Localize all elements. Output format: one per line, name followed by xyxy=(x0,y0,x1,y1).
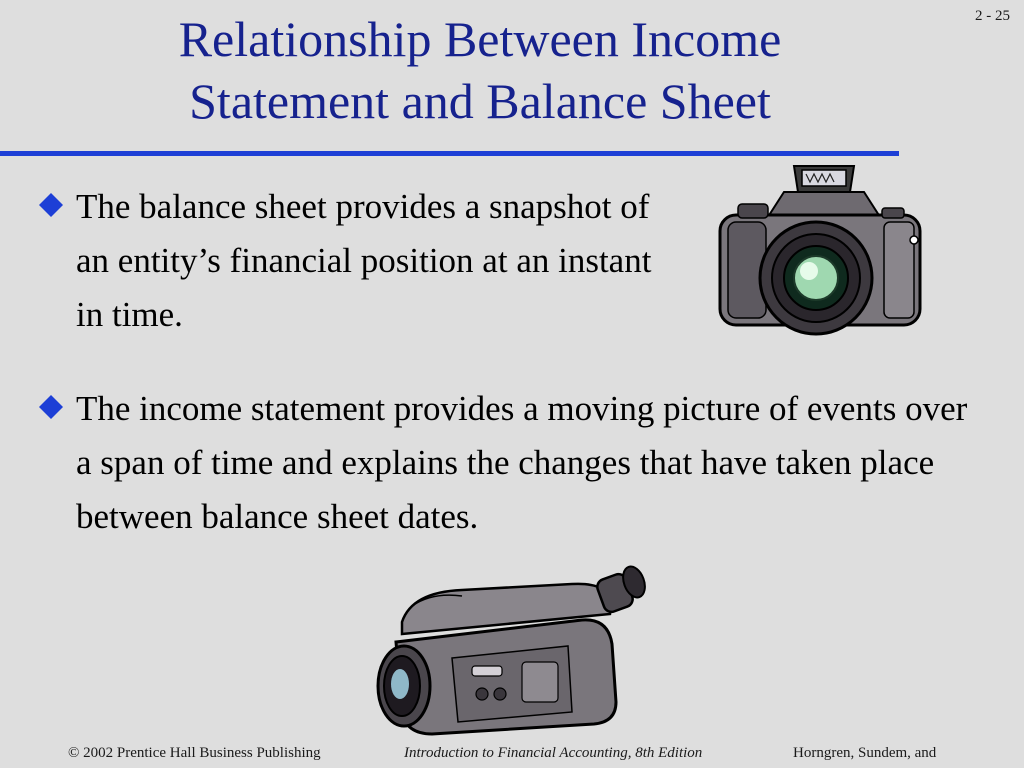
footer-book-title: Introduction to Financial Accounting, 8th Edition xyxy=(404,745,703,761)
title-line-1: Relationship Between Income xyxy=(178,11,782,67)
bullet-item-balance-sheet xyxy=(38,180,678,342)
footer-authors: Horngren, Sundem, and xyxy=(793,745,937,761)
bullet-item-income-statement xyxy=(38,382,988,544)
bullet-text: The balance sheet provides a snapshot of an entity’s financial position at an instant in time. xyxy=(76,187,652,334)
diamond-bullet-icon xyxy=(38,394,64,420)
title-line-2: Statement and Balance Sheet xyxy=(189,73,771,129)
camcorder-icon xyxy=(372,562,652,742)
diamond-bullet-icon xyxy=(38,192,64,218)
bullet-text: The income statement provides a moving picture of events over a span of time and explains the changes that have taken place between balance sheet dates. xyxy=(76,389,968,536)
camera-icon xyxy=(714,160,926,342)
footer-copyright: © 2002 Prentice Hall Business Publishing xyxy=(68,745,321,761)
title-divider xyxy=(0,151,899,156)
slide-title xyxy=(0,8,960,132)
slide-number: 2 - 25 xyxy=(975,8,1010,24)
